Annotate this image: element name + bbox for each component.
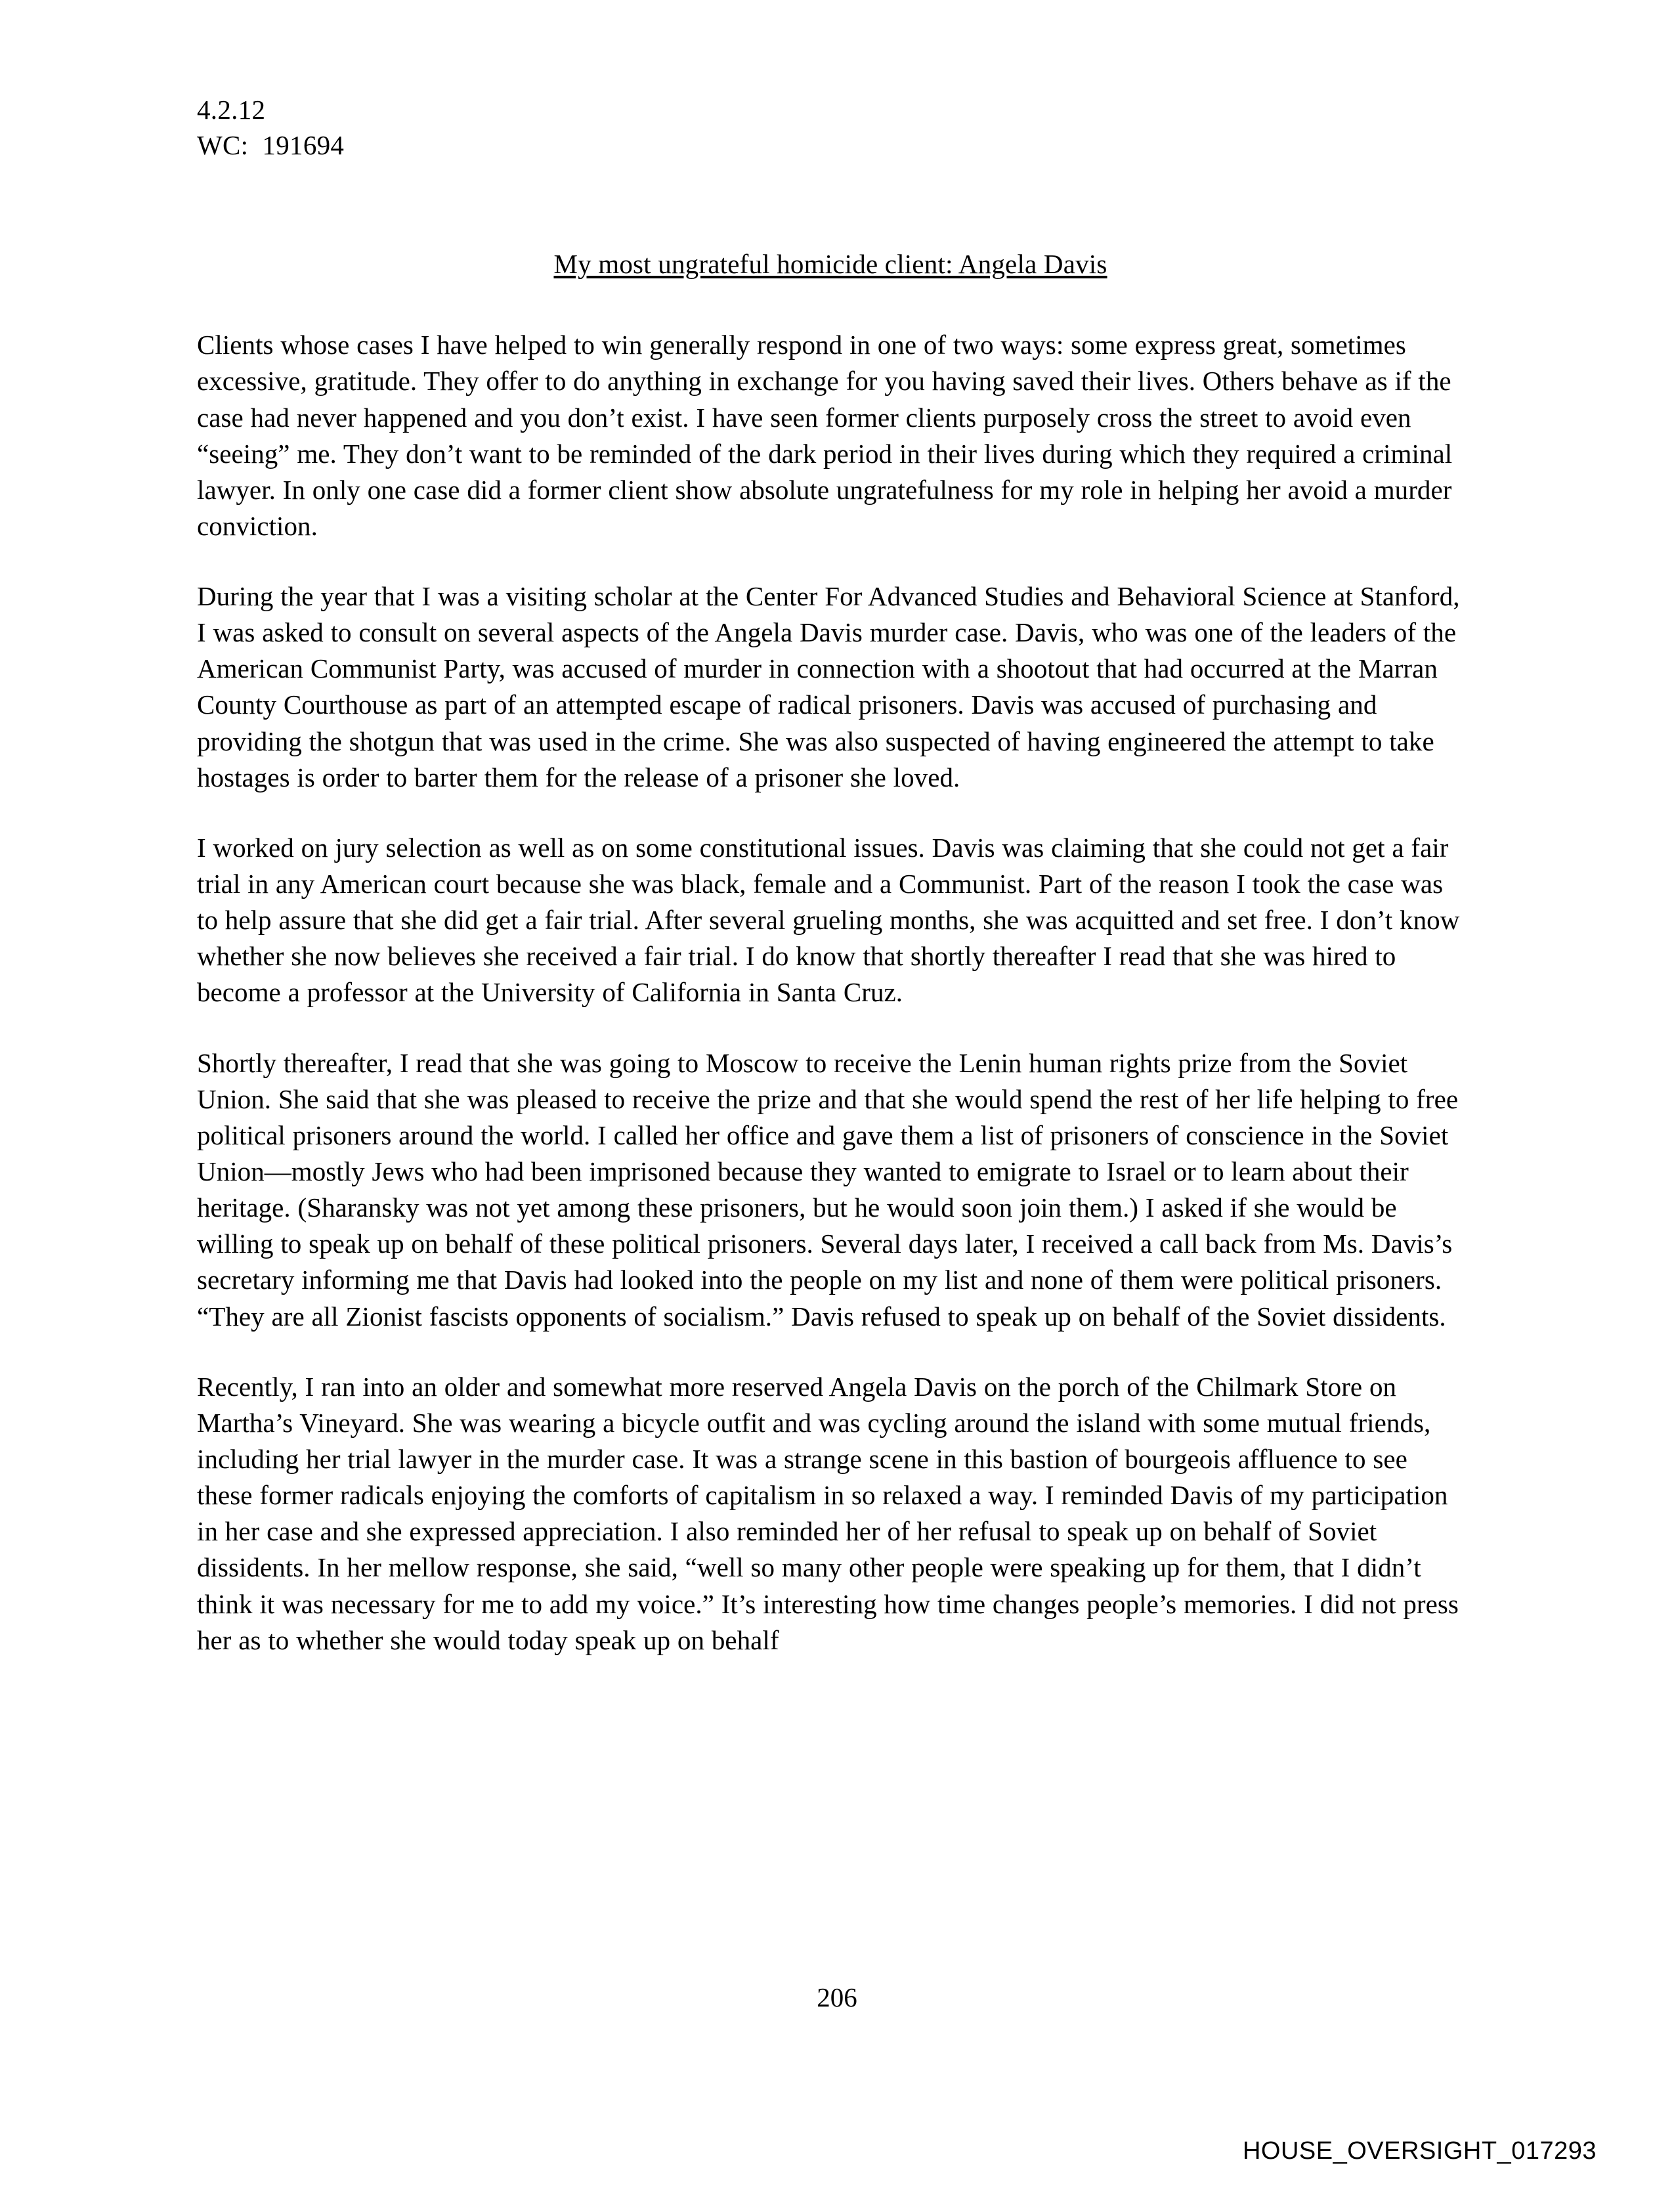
paragraph: During the year that I was a visiting scholar at the Center For Advanced Studies and Behavioral Science at Stanford, I was asked to consult on several aspects of the Angela Davis murder case. Davis, who was one of the leaders of the American Communist Party, was accused of murder in connection with a shootout that had occurred at the Marran County Courthouse as part of an attempted escape of radical prisoners. Davis was accused of purchasing and providing the shotgun that was used in the crime. She was also suspected of having engineered the attempt to take hostages is order to barter them for the release of a prisoner she loved. [197,581,1460,792]
bates-stamp: HOUSE_OVERSIGHT_017293 [1242,2137,1597,2165]
paragraph: Recently, I ran into an older and somewhat more reserved Angela Davis on the porch of the Chilmark Store on Martha’s Vineyard. She was wearing a bicycle outfit and was cycling around the island with some mutual friends, including her trial lawyer in the murder case. It was a strange scene in this bastion of bourgeois affluence to see these former radicals enjoying the comforts of capitalism in so relaxed a way. I reminded Davis of my participation in her case and she expressed appreciation. I also reminded her of her refusal to speak up on behalf of Soviet dissidents. In her mellow response, she said, “well so many other people were speaking up for them, that I didn’t think it was necessary for me to add my voice.” It’s interesting how time changes people’s memories. I did not press her as to whether she would today speak up on behalf [197,1371,1459,1655]
paragraph: Clients whose cases I have helped to win generally respond in one of two ways: some express great, sometimes excessive, gratitude. They offer to do anything in exchange for you having saved their lives. Others behave as if the case had never happened and you don’t exist. I have seen former clients purposely cross the street to avoid even “seeing” me. They don’t want to be reminded of the dark period in their lives during which they required a criminal lawyer. In only one case did a former client show absolute ungratefulness for my role in helping her avoid a murder conviction. [197,330,1453,541]
page-number: 206 [817,1982,857,2012]
page-title: My most ungrateful homicide client: Angela Davis [553,249,1107,280]
document-body [197,92,1464,1685]
document-header [197,92,1464,163]
document-title-wrap [197,248,1464,280]
paragraph: Shortly thereafter, I read that she was going to Moscow to receive the Lenin human rights prize from the Soviet Union. She said that she was pleased to receive the prize and that she would spend the rest of her life helping to free political prisoners around the world. I called her office and gave them a list of prisoners of conscience in the Soviet Union—mostly Jews who had been imprisoned because they wanted to emigrate to Israel or to learn about their heritage. (Sharansky was not yet among these prisoners, but he would soon join them.) I asked if she would be willing to speak up on behalf of these political prisoners. Several days later, I received a call back from Ms. Davis’s secretary informing me that Davis had looked into the people on my list and none of them were political prisoners. “They are all Zionist fascists opponents of socialism.” Davis refused to speak up on behalf of the Soviet dissidents. [197,1047,1459,1332]
paragraph: I worked on jury selection as well as on some constitutional issues. Davis was claiming that she could not get a fair trial in any American court because she was black, female and a Communist. Part of the reason I took the case was to help assure that she did get a fair trial. After several grueling months, she was acquitted and set free. I don’t know whether she now believes she received a fair trial. I do know that shortly thereafter I read that she was hired to become a professor at the University of California in Santa Cruz. [197,832,1460,1008]
header-date: 4.2.12 [197,95,266,125]
header-word-count: WC: 191694 [197,130,345,161]
paragraph-list [197,327,1464,1659]
